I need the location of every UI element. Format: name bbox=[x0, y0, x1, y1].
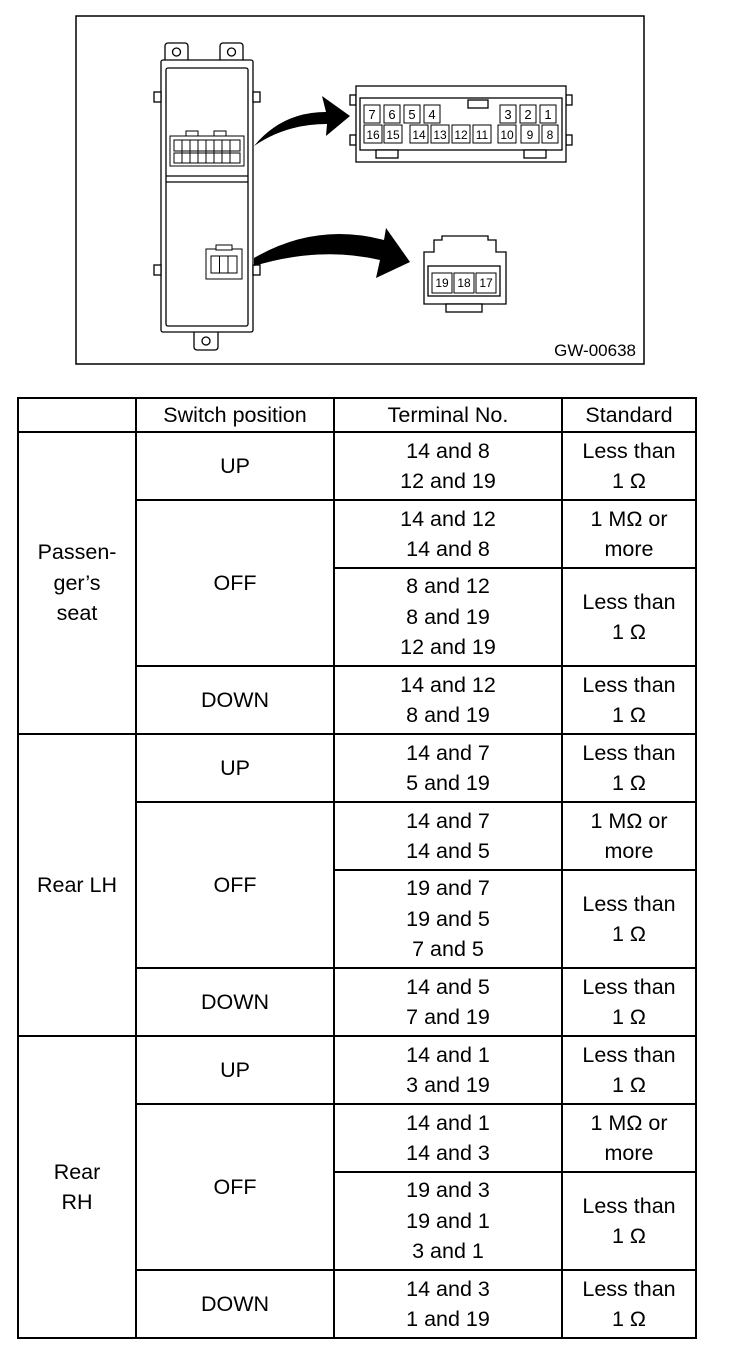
switch-position-cell: OFF bbox=[136, 1104, 334, 1270]
standard-cell: Less than 1 Ω bbox=[562, 870, 696, 968]
seat-cell: Rear RH bbox=[18, 1036, 136, 1338]
switch-position-cell: OFF bbox=[136, 802, 334, 968]
switch-position-cell: DOWN bbox=[136, 968, 334, 1036]
table-row bbox=[18, 1036, 696, 1104]
pin-label: 16 bbox=[366, 128, 380, 142]
terminal-cell: 14 and 3 1 and 19 bbox=[334, 1270, 562, 1338]
terminal-cell: 14 and 7 5 and 19 bbox=[334, 734, 562, 802]
header-standard: Standard bbox=[562, 398, 696, 432]
pin-label: 13 bbox=[433, 128, 447, 142]
standard-cell: Less than 1 Ω bbox=[562, 1270, 696, 1338]
switch-position-cell: UP bbox=[136, 432, 334, 500]
main-connector-detail bbox=[350, 86, 572, 162]
standard-cell: Less than 1 Ω bbox=[562, 1036, 696, 1104]
standard-cell: Less than 1 Ω bbox=[562, 432, 696, 500]
pin-label: 14 bbox=[412, 128, 426, 142]
standard-cell: Less than 1 Ω bbox=[562, 666, 696, 734]
terminal-cell: 19 and 3 19 and 1 3 and 1 bbox=[334, 1172, 562, 1270]
terminal-cell: 14 and 12 14 and 8 bbox=[334, 500, 562, 568]
pin-label: 19 bbox=[435, 276, 449, 290]
standard-cell: 1 MΩ or more bbox=[562, 802, 696, 870]
terminal-cell: 14 and 1 3 and 19 bbox=[334, 1036, 562, 1104]
pin-label: 3 bbox=[504, 107, 512, 122]
table-row bbox=[18, 432, 696, 500]
pin-label: 1 bbox=[544, 107, 552, 122]
header-blank bbox=[18, 398, 136, 432]
small-connector-detail bbox=[424, 236, 506, 312]
pin-label: 10 bbox=[500, 128, 514, 142]
pin-label: 2 bbox=[524, 107, 532, 122]
terminal-cell: 19 and 7 19 and 5 7 and 5 bbox=[334, 870, 562, 968]
terminal-cell: 8 and 12 8 and 19 12 and 19 bbox=[334, 568, 562, 666]
switch-continuity-table bbox=[17, 397, 697, 1339]
pin-label: 11 bbox=[475, 128, 489, 142]
seat-cell: Passen- ger’s seat bbox=[18, 432, 136, 734]
standard-cell: Less than 1 Ω bbox=[562, 734, 696, 802]
standard-cell: 1 MΩ or more bbox=[562, 1104, 696, 1172]
terminal-cell: 14 and 12 8 and 19 bbox=[334, 666, 562, 734]
switch-connector-diagram bbox=[0, 0, 736, 380]
pin-label: 9 bbox=[526, 128, 534, 142]
terminal-cell: 14 and 5 7 and 19 bbox=[334, 968, 562, 1036]
switch-position-cell: DOWN bbox=[136, 1270, 334, 1338]
header-terminal-no: Terminal No. bbox=[334, 398, 562, 432]
pin-label: 8 bbox=[546, 128, 554, 142]
table-header-row bbox=[18, 398, 696, 432]
switch-position-cell: DOWN bbox=[136, 666, 334, 734]
terminal-cell: 14 and 8 12 and 19 bbox=[334, 432, 562, 500]
body-small-connector bbox=[206, 245, 242, 279]
pin-label: 6 bbox=[388, 107, 396, 122]
terminal-cell: 14 and 1 14 and 3 bbox=[334, 1104, 562, 1172]
standard-cell: 1 MΩ or more bbox=[562, 500, 696, 568]
switch-position-cell: UP bbox=[136, 1036, 334, 1104]
terminal-cell: 14 and 7 14 and 5 bbox=[334, 802, 562, 870]
body-main-connector bbox=[170, 131, 244, 166]
switch-position-cell: UP bbox=[136, 734, 334, 802]
pin-label: 15 bbox=[386, 128, 400, 142]
header-switch-position: Switch position bbox=[136, 398, 334, 432]
table-row bbox=[18, 734, 696, 802]
standard-cell: Less than 1 Ω bbox=[562, 568, 696, 666]
pin-label: 12 bbox=[454, 128, 468, 142]
pin-label: 7 bbox=[368, 107, 376, 122]
pin-label: 18 bbox=[457, 276, 471, 290]
standard-cell: Less than 1 Ω bbox=[562, 1172, 696, 1270]
seat-cell: Rear LH bbox=[18, 734, 136, 1036]
pin-label: 4 bbox=[428, 107, 436, 122]
pin-label: 5 bbox=[408, 107, 416, 122]
standard-cell: Less than 1 Ω bbox=[562, 968, 696, 1036]
window-switch-body bbox=[154, 43, 260, 350]
switch-position-cell: OFF bbox=[136, 500, 334, 666]
pin-label: 17 bbox=[479, 276, 493, 290]
figure-id: GW-00638 bbox=[554, 341, 636, 360]
